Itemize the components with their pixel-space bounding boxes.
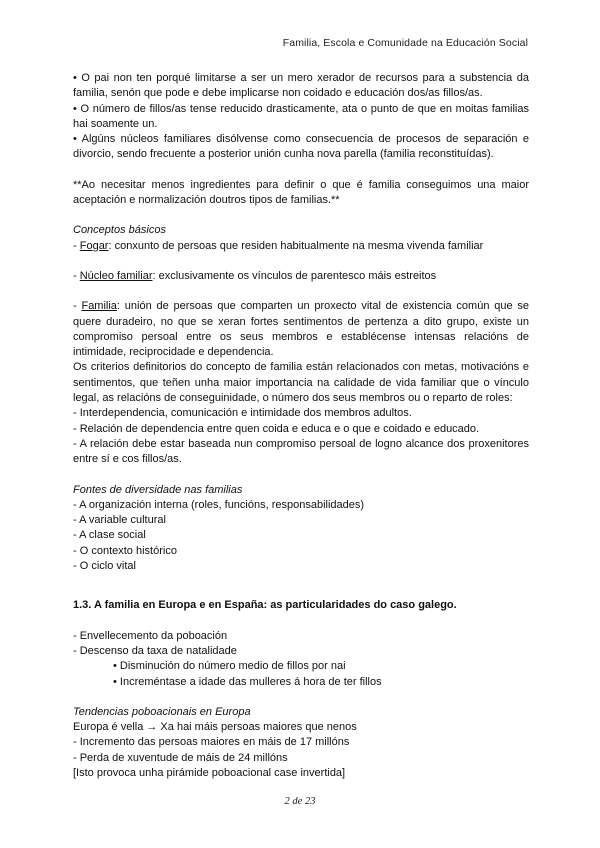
trends-line: - Perda de xuventude de máis de 24 millóns [73,751,288,764]
criteria-item: - Relación de dependencia entre quen coida e educa e o que e coidado e educado. [73,422,480,435]
intro-bullet: • Algúns núcleos familiares disólvense como consecuencia de procesos de separación e divorcio, sendo frecuente a posterior unión cunha nova parella (familia reconstituídas). [73,133,529,161]
trends-title: Tendencias poboacionais en Europa [73,705,251,718]
concepts-title: Conceptos básicos [73,224,166,237]
definition-familia: - Familia: unión de persoas que comparten un proxecto vital de existencia común que se quere duradeiro, no que se xeran fortes sentimentos de pertenza a dito grupo, existe un compromiso persoal entre os seus membros e establécense intensas relacións de intimidade, reciprocidade e dependencia. [73,300,529,359]
term-nucleo-familiar: Núcleo familiar [79,269,153,282]
diversity-item: - A variable cultural [73,514,166,527]
running-header: Familia, Escola e Comunidade na Educación Social [282,37,528,49]
criteria-intro: Os criterios definitorios do concepto de familia están relacionados con metas, motivacións e sentimentos, que teñen unha maior importancia na calidade de vida familiar que o vínculo legal, as relacións de conseguinidade, o número dos seus membros ou o reparto de roles: [73,361,529,405]
criteria-item: - Interdependencia, comunicación e intimidade dos membros adultos. [73,407,412,420]
criteria-item: - A relación debe estar baseada nun compromiso persoal de logno alcance dos proxenitores entre sí e cos fillos/as. [73,437,529,466]
section-item: - Envellecemento da poboación [73,629,228,642]
intro-bullet: • O pai non ten porqué limitarse a ser un mero xerador de recursos para a substencia da familia, senón que pode e debe implicarse non coidado e educación dos/as fillos/as. [73,72,529,100]
section-item: - Descenso da taxa de natalidade [73,644,237,657]
page-content [73,71,529,781]
term-fogar: Fogar [79,239,109,252]
diversity-title: Fontes de diversidade nas familias [73,483,243,496]
section-sub-item: • Disminución do número medio de fillos por nai [113,660,346,673]
diversity-item: - A clase social [73,529,146,542]
trends-line: - Incremento das persoas maiores en máis de 17 millóns [73,736,350,749]
definition-fogar: - Fogar: conxunto de persoas que residen habitualmente na mesma vivenda familiar [73,239,484,252]
diversity-item: - A organización interna (roles, funcións, responsabilidades) [73,498,365,511]
diversity-item: - O contexto histórico [73,544,177,557]
note-paragraph: **Ao necesitar menos ingredientes para definir o que é familia conseguimos una maior aceptación e normalización doutros tipos de familias.** [73,178,529,207]
trends-line: Europa é vella → Xa hai máis persoas maiores que nenos [73,721,357,734]
section-sub-item: • Increméntase a idade das mulleres á hora de ter fillos [113,675,382,688]
section-heading: 1.3. A familia en Europa e en España: as particularidades do caso galego. [73,599,457,612]
definition-nucleo: - Núcleo familiar: exclusivamente os vínculos de parentesco máis estreitos [73,269,437,282]
intro-bullet: • O número de fillos/as tense reducido drasticamente, ata o punto de que en moitas familias hai soamente un. [73,102,529,130]
trends-line: [Isto provoca unha pirámide poboacional case invertida] [73,766,346,779]
page-number: 2 de 23 [284,796,316,807]
term-familia: Familia [81,300,117,313]
diversity-item: - O ciclo vital [73,560,136,573]
